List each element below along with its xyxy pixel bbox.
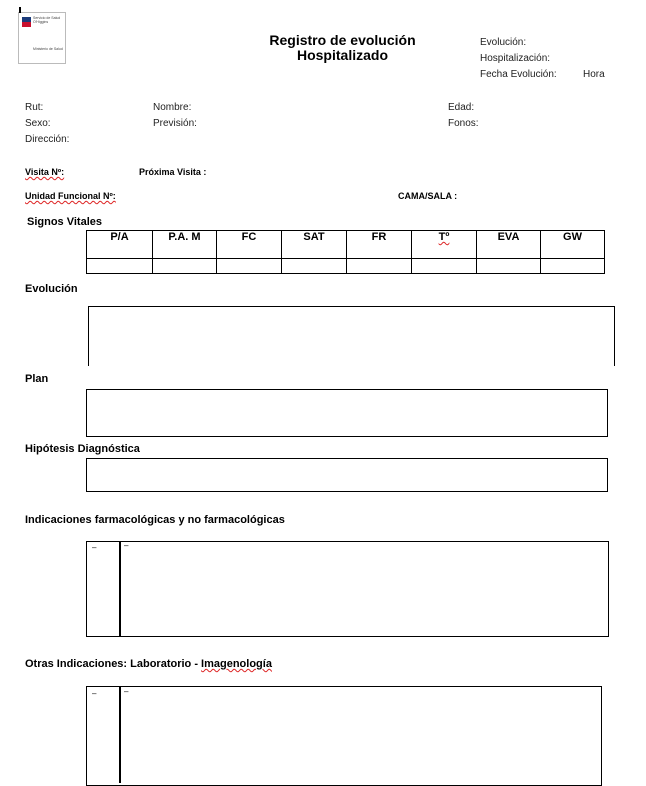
fonos-label: Fonos: bbox=[448, 118, 479, 129]
plan-box[interactable] bbox=[86, 389, 608, 437]
otras-dash-right: – bbox=[124, 687, 129, 696]
signos-vitales-heading: Signos Vitales bbox=[27, 216, 102, 228]
indicaciones-divider bbox=[119, 542, 121, 636]
otras-dash-left: – bbox=[92, 689, 97, 698]
direccion-label: Dirección: bbox=[25, 134, 70, 145]
nombre-label: Nombre: bbox=[153, 102, 192, 113]
document-title bbox=[240, 33, 445, 63]
hipotesis-heading: Hipótesis Diagnóstica bbox=[25, 443, 140, 455]
hipotesis-box[interactable] bbox=[86, 458, 608, 492]
indicaciones-heading: Indicaciones farmacológicas y no farmacológicas bbox=[25, 514, 285, 526]
indicaciones-dash-right: – bbox=[124, 541, 129, 550]
vitals-header-temp bbox=[412, 231, 477, 259]
proxima-visita-label: Próxima Visita : bbox=[139, 167, 207, 177]
vitals-header-gw: GW bbox=[541, 231, 605, 259]
flag-emblem-icon bbox=[22, 17, 31, 27]
vitals-value-fc[interactable] bbox=[217, 259, 282, 274]
logo-text-top: Servicio de Salud O'Higgins bbox=[33, 16, 61, 24]
vitals-header-eva: EVA bbox=[477, 231, 541, 259]
logo-text-bottom: Ministerio de Salud bbox=[33, 47, 63, 51]
otras-indicaciones-divider bbox=[119, 687, 121, 783]
vitals-value-pa[interactable] bbox=[87, 259, 153, 274]
vitals-header-row bbox=[87, 231, 605, 259]
evolucion-heading: Evolución bbox=[25, 283, 78, 295]
fecha-evolucion-label: Fecha Evolución: bbox=[480, 69, 557, 80]
indicaciones-dash-left: – bbox=[92, 543, 97, 552]
otras-indicaciones-heading bbox=[25, 658, 272, 670]
vitals-value-fr[interactable] bbox=[347, 259, 412, 274]
otras-suffix: Imagenología bbox=[201, 658, 272, 670]
vitals-value-gw[interactable] bbox=[541, 259, 605, 274]
rut-label: Rut: bbox=[25, 102, 44, 113]
otras-prefix: Otras Indicaciones: Laboratorio - bbox=[25, 658, 202, 670]
hospitalizacion-label: Hospitalización: bbox=[480, 53, 551, 64]
edad-label: Edad: bbox=[448, 102, 475, 113]
evolucion-box[interactable] bbox=[88, 306, 615, 366]
evolucion-label: Evolución: bbox=[480, 37, 527, 48]
vitals-header-sat: SAT bbox=[282, 231, 347, 259]
vitals-header-pa: P/A bbox=[87, 231, 153, 259]
visita-text: Visita Nº: bbox=[25, 167, 65, 177]
sexo-label: Sexo: bbox=[25, 118, 51, 129]
title-line-2: Hospitalizado bbox=[296, 47, 388, 63]
vital-signs-table bbox=[86, 230, 605, 274]
title-line-1: Registro de evolución bbox=[269, 32, 416, 48]
vitals-value-pam[interactable] bbox=[153, 259, 217, 274]
prevision-label: Previsión: bbox=[153, 118, 197, 129]
plan-heading: Plan bbox=[25, 373, 49, 385]
cama-sala-label: CAMA/SALA : bbox=[398, 191, 458, 201]
logo-marker bbox=[19, 7, 21, 13]
vitals-header-fc: FC bbox=[217, 231, 282, 259]
ministry-logo bbox=[18, 12, 66, 64]
vitals-value-sat[interactable] bbox=[282, 259, 347, 274]
temp-text: Tº bbox=[438, 231, 450, 243]
indicaciones-box[interactable] bbox=[86, 541, 609, 637]
vitals-value-eva[interactable] bbox=[477, 259, 541, 274]
otras-indicaciones-box[interactable] bbox=[86, 686, 602, 786]
hora-label: Hora bbox=[583, 69, 605, 80]
vitals-header-fr: FR bbox=[347, 231, 412, 259]
vitals-header-pam: P.A. M bbox=[153, 231, 217, 259]
vitals-value-row bbox=[87, 259, 605, 274]
visita-label bbox=[25, 167, 64, 177]
unidad-funcional-label bbox=[25, 191, 116, 201]
vitals-value-temp[interactable] bbox=[412, 259, 477, 274]
unidad-funcional-text: Unidad Funcional Nº: bbox=[25, 191, 116, 201]
